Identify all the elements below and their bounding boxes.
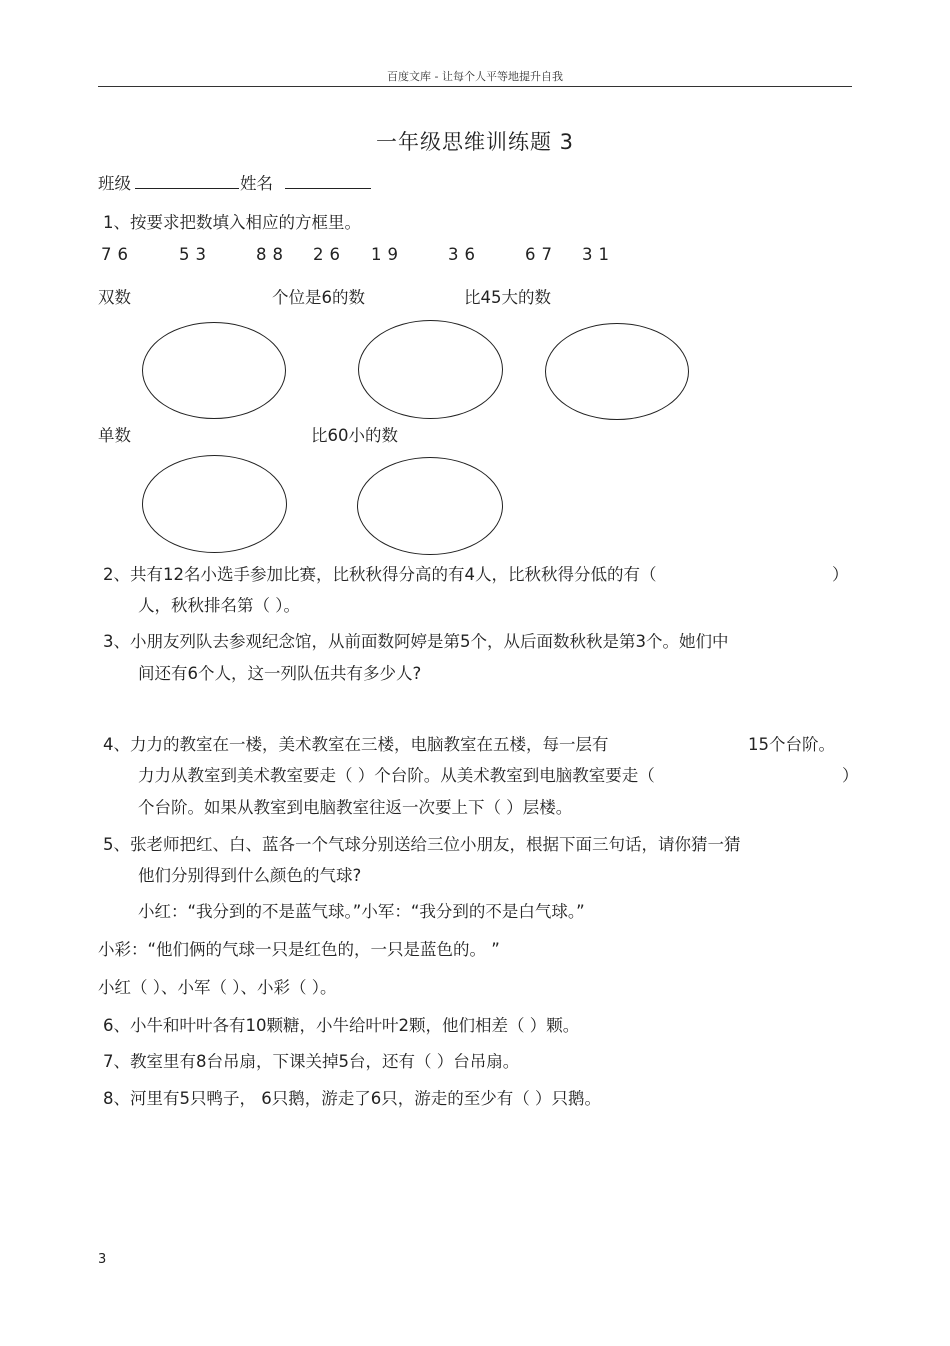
q4-line3: 个台阶。如果从教室到电脑教室往返一次要上下（ ）层楼。 [138,798,573,817]
number-item: 19 [371,245,404,264]
q5-line1: 5、张老师把红、白、蓝各一个气球分别送给三位小朋友，根据下面三句话，请你猜一猜 [103,835,741,854]
page-number: 3 [98,1252,107,1267]
page-title: 一年级思维训练题 3 [375,130,575,154]
q3-line2: 间还有6个人，这一列队伍共有多少人? [138,664,422,683]
category-label-even: 双数 [98,288,131,307]
number-item: 76 [101,245,134,264]
number-item: 31 [582,245,615,264]
number-item: 53 [179,245,212,264]
answer-oval-odd[interactable] [142,455,287,553]
name-blank[interactable] [285,172,371,189]
class-blank[interactable] [135,172,239,189]
q4-line2-end: ） [842,766,859,785]
category-label-ones-6: 个位是6的数 [272,288,365,307]
header-rule [98,86,852,87]
q3-line1: 3、小朋友列队去参观纪念馆，从前面数阿婷是第5个，从后面数秋秋是第3个。她们中 [103,632,729,651]
name-label: 姓名 [240,174,273,193]
number-item: 67 [525,245,558,264]
q8-text: 8、河里有5只鸭子， 6只鹅，游走了6只，游走的至少有（ ）只鹅。 [103,1089,601,1108]
q1-prompt: 1、按要求把数填入相应的方框里。 [103,213,361,232]
q5-line3: 小红：“我分到的不是蓝气球。”小军：“我分到的不是白气球。” [138,902,585,921]
q7-text: 7、教室里有8台吊扇，下课关掉5台，还有（ ）台吊扇。 [103,1052,520,1071]
q2-line1: 2、共有12名小选手参加比赛，比秋秋得分高的有4人，比秋秋得分低的有（ [103,565,657,584]
q4-line1-end: 15个台阶。 [748,735,835,754]
q4-line1: 4、力力的教室在一楼，美术教室在三楼，电脑教室在五楼，每一层有 [103,735,609,754]
class-label: 班级 [98,174,131,193]
number-item: 26 [313,245,346,264]
category-label-gt-45: 比45大的数 [464,288,551,307]
number-item: 88 [256,245,289,264]
category-label-odd: 单数 [98,426,131,445]
q5-line2: 他们分别得到什么颜色的气球? [138,866,362,885]
q5-line4: 小彩：“他们俩的气球一只是红色的，一只是蓝色的。 ” [98,940,500,959]
answer-oval-lt-60[interactable] [357,457,503,555]
answer-oval-even[interactable] [142,322,286,419]
q5-line5: 小红（ ）、小军（ ）、小彩（ ）。 [98,978,337,997]
q6-text: 6、小牛和叶叶各有10颗糖，小牛给叶叶2颗，他们相差（ ）颗。 [103,1016,580,1035]
number-item: 36 [448,245,481,264]
student-info-row [98,170,371,194]
q2-line1-end: ） [832,565,849,584]
category-label-lt-60: 比60小的数 [311,426,398,445]
answer-oval-gt-45[interactable] [545,323,689,420]
answer-oval-ones-6[interactable] [358,320,503,419]
q2-line2: 人，秋秋排名第（ ）。 [138,596,300,615]
page-header: 百度文库 - 让每个人平等地提升自我 [387,70,563,83]
q4-line2: 力力从教室到美术教室要走（ ）个台阶。从美术教室到电脑教室要走（ [138,766,655,785]
